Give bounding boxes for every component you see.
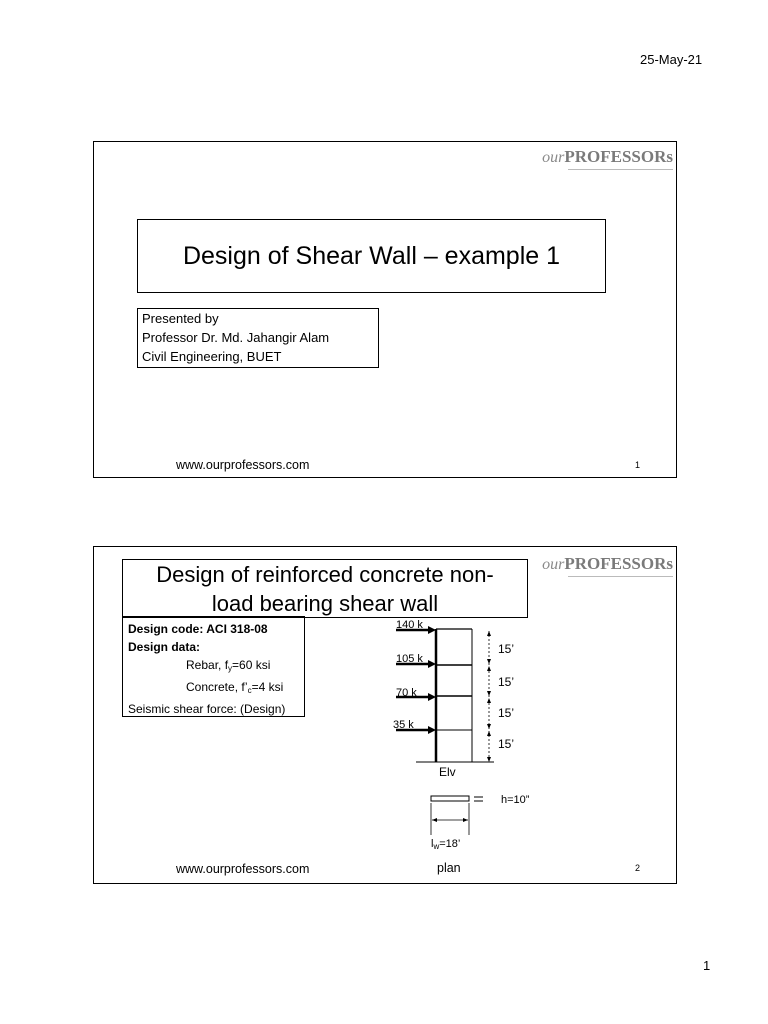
concrete-strength: Concrete, $f’_c=4$ ksi xyxy=(186,680,284,695)
slide-number: 2 xyxy=(635,863,641,873)
slide-2 xyxy=(93,546,677,884)
slide-number: 1 xyxy=(635,460,641,470)
rebar-strength: Rebar, $f_y=60$ ksi xyxy=(186,658,271,673)
storey-height: 15’ xyxy=(498,642,514,656)
load-label: 35 k xyxy=(393,719,414,731)
footer-url: www.ourprofessors.com xyxy=(176,862,310,876)
elevation-label: Elv xyxy=(439,765,456,779)
seismic-shear-force: Seismic shear force: (Design) xyxy=(128,702,286,716)
page-number: 1 xyxy=(703,958,711,973)
plan-wall-section xyxy=(431,796,469,801)
length-label: $l_w=18$’ xyxy=(431,838,461,851)
presenter-affiliation: Civil Engineering, BUET xyxy=(142,349,282,364)
storey-height: 15’ xyxy=(498,675,514,689)
load-label: 70 k xyxy=(396,687,417,699)
thickness-label: h=10” xyxy=(501,794,530,806)
slide-title-line-2: load bearing shear wall xyxy=(211,591,439,616)
plan-label: plan xyxy=(437,861,461,875)
slide-title: Design of Shear Wall – example 1 xyxy=(137,219,606,293)
slide-title xyxy=(122,559,528,618)
slide-1 xyxy=(93,141,677,478)
design-code: Design code: ACI 318-08 xyxy=(128,622,268,636)
load-label: 140 k xyxy=(396,619,423,631)
storey-height: 15’ xyxy=(498,737,514,751)
ourprofessors-logo: ourPROFESSORs xyxy=(542,147,673,167)
ourprofessors-logo: ourPROFESSORs xyxy=(542,554,673,574)
design-data-label: Design data: xyxy=(128,640,201,654)
design-data-box xyxy=(122,616,305,717)
footer-url: www.ourprofessors.com xyxy=(176,458,310,472)
slide-title-line-1: Design of reinforced concrete non- xyxy=(156,562,494,587)
load-label: 105 k xyxy=(396,653,423,665)
presenter-name: Professor Dr. Md. Jahangir Alam xyxy=(142,330,330,345)
presenter-label: Presented by xyxy=(142,311,219,326)
shear-wall-diagram xyxy=(374,617,514,867)
presenter-info xyxy=(137,308,379,368)
header-date: 25-May-21 xyxy=(640,52,703,67)
storey-height: 15’ xyxy=(498,706,514,720)
